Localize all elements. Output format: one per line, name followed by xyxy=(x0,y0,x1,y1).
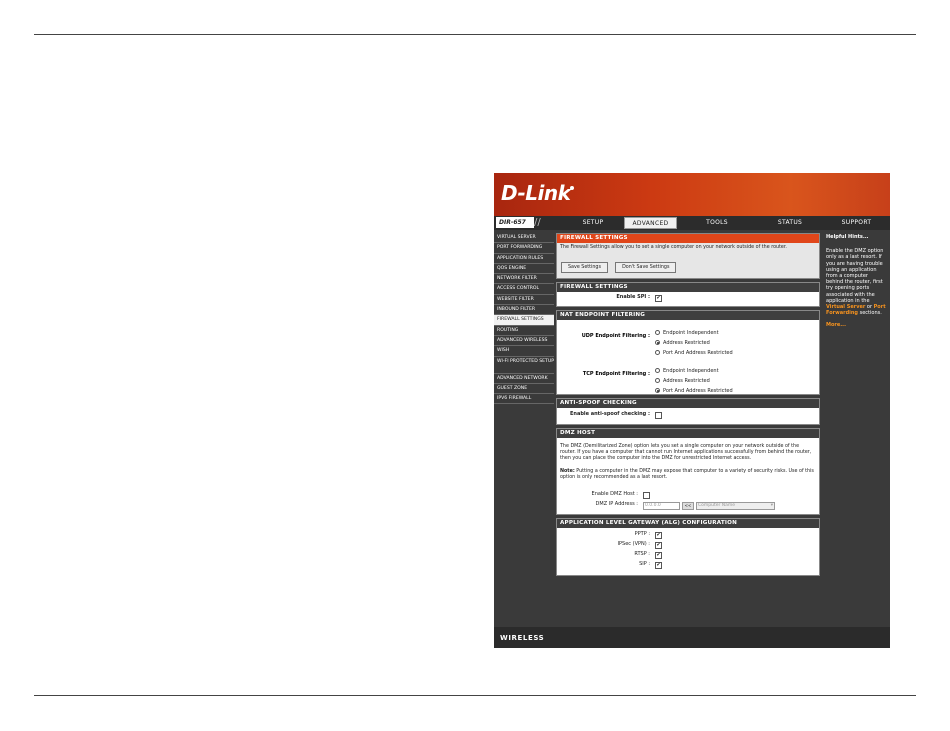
dmz-ip-row xyxy=(557,501,819,511)
tcp-label: TCP Endpoint Filtering : xyxy=(582,371,650,377)
udp-radio-port-address-restricted[interactable] xyxy=(655,350,660,355)
alg-title: APPLICATION LEVEL GATEWAY (ALG) CONFIGURATION xyxy=(557,519,819,528)
spi-row xyxy=(557,294,819,304)
port-forwarding-link[interactable]: Port Forwarding xyxy=(826,304,886,317)
dmz-note xyxy=(557,464,819,483)
sip-checkbox[interactable]: ✔ xyxy=(656,562,661,568)
dmz-description: The DMZ (Demilitarized Zone) option lets you set a single computer on your network outside of the router. If you have a computer that cannot run Internet applications successfully from behind the router, then you can place the computer into the DMZ for unrestricted Internet access. xyxy=(560,444,812,461)
sidebar-item-advanced-network[interactable]: ADVANCED NETWORK xyxy=(494,374,554,384)
more-link[interactable]: More... xyxy=(826,322,846,329)
antispoof-title: ANTI-SPOOF CHECKING xyxy=(557,399,819,408)
tab-tools[interactable]: TOOLS xyxy=(706,219,728,226)
dmz-ip-label: DMZ IP Address : xyxy=(595,501,638,507)
udp-option-label: Endpoint Independent xyxy=(663,329,719,336)
wireless-logo: WIRELESS xyxy=(500,634,545,642)
udp-radio-address-restricted[interactable] xyxy=(655,340,660,345)
sidebar-item-routing[interactable]: ROUTING xyxy=(494,326,554,336)
alg-label: RTSP : xyxy=(634,551,650,557)
antispoof-section xyxy=(556,398,820,425)
save-settings-button[interactable]: Save Settings xyxy=(561,262,608,273)
tab-advanced[interactable]: ADVANCED xyxy=(624,217,677,229)
alg-row-rtsp xyxy=(557,551,819,561)
router-admin-screenshot xyxy=(494,173,890,648)
tcp-option-label: Address Restricted xyxy=(663,377,710,384)
sidebar-item-guest-zone[interactable]: GUEST ZONE xyxy=(494,384,554,394)
sidebar-item-ipv6-firewall[interactable]: IPV6 FIREWALL xyxy=(494,394,554,404)
sidebar-item-website-filter[interactable]: WEBSITE FILTER xyxy=(494,295,554,305)
tab-status[interactable]: STATUS xyxy=(777,219,803,226)
hints-title: Helpful Hints... xyxy=(826,234,869,240)
udp-radio-endpoint-independent[interactable] xyxy=(655,330,660,335)
sidebar-item-virtual-server[interactable]: VIRTUAL SERVER xyxy=(494,233,554,243)
alg-label: IPSec (VPN) : xyxy=(617,541,650,547)
dmz-note-text: Putting a computer in the DMZ may expose that computer to a variety of security risks. Use of this option is only recommended as a last resort. xyxy=(560,469,814,480)
main-content xyxy=(556,233,820,579)
alg-row-ipsec xyxy=(557,541,819,551)
sidebar-item-qos-engine[interactable]: QOS ENGINE xyxy=(494,264,554,274)
sidebar-item-inbound-filter[interactable]: INBOUND FILTER xyxy=(494,305,554,315)
ipsec-checkbox[interactable]: ✔ xyxy=(656,542,661,548)
udp-label: UDP Endpoint Filtering : xyxy=(581,333,650,339)
alg-section xyxy=(556,518,820,576)
alg-label: SIP : xyxy=(639,561,650,567)
spi-label: Enable SPI : xyxy=(616,294,650,300)
copy-ip-button[interactable]: << xyxy=(682,502,694,510)
computer-name-value: Computer Name xyxy=(698,503,736,508)
alg-row-pptp xyxy=(557,531,819,541)
dmz-enable-checkbox[interactable] xyxy=(643,492,650,499)
tcp-radio-port-address-restricted[interactable] xyxy=(655,388,660,393)
tcp-option-label: Endpoint Independent xyxy=(663,367,719,374)
sidebar-item-port-forwarding[interactable]: PORT FORWARDING xyxy=(494,243,554,253)
dmz-section xyxy=(556,428,820,515)
sidebar-item-application-rules[interactable]: APPLICATION RULES xyxy=(494,254,554,264)
dmz-note-label: Note: xyxy=(560,469,575,474)
nat-title: NAT ENDPOINT FILTERING xyxy=(557,311,819,320)
nat-section xyxy=(556,310,820,395)
page-bottom-rule xyxy=(34,695,916,696)
spi-title: FIREWALL SETTINGS xyxy=(557,283,819,292)
tcp-group xyxy=(557,360,819,392)
antispoof-checkbox[interactable] xyxy=(655,412,662,419)
sidebar-item-wifi-protected-setup[interactable]: WI-FI PROTECTED SETUP xyxy=(494,357,554,374)
chevron-down-icon: ▾ xyxy=(770,503,773,508)
sidebar-item-wish[interactable]: WISH xyxy=(494,346,554,356)
tcp-option-label: Port And Address Restricted xyxy=(663,387,733,394)
dmz-ip-input[interactable]: 0.0.0.0 xyxy=(643,502,680,510)
helpful-hints-panel xyxy=(823,232,889,627)
antispoof-label: Enable anti-spoof checking : xyxy=(569,411,650,417)
tcp-radio-endpoint-independent[interactable] xyxy=(655,368,660,373)
footer-bar xyxy=(494,627,890,648)
pptp-checkbox[interactable]: ✔ xyxy=(656,532,661,538)
intro-text: The Firewall Settings allow you to set a single computer on your network outside of the router. xyxy=(560,245,787,250)
alg-row-sip xyxy=(557,561,819,571)
hints-text: Enable the DMZ option only as a last resort. If you are having trouble using an application from a computer behind the router, first try opening ports associated with the application in the Virtual Server or Port Forwarding sections. xyxy=(826,248,886,317)
sidebar xyxy=(494,233,554,404)
rtsp-checkbox[interactable]: ✔ xyxy=(656,552,661,558)
udp-option-label: Address Restricted xyxy=(663,339,710,346)
sidebar-item-network-filter[interactable]: NETWORK FILTER xyxy=(494,274,554,284)
spi-checkbox[interactable]: ✔ xyxy=(656,295,661,301)
logo-dot xyxy=(570,186,574,190)
antispoof-row xyxy=(557,411,819,421)
udp-option-label: Port And Address Restricted xyxy=(663,349,733,356)
tab-setup[interactable]: SETUP xyxy=(582,219,604,226)
page-top-rule xyxy=(34,34,916,35)
dlink-logo: D-Link xyxy=(501,181,574,205)
virtual-server-link[interactable]: Virtual Server xyxy=(826,304,866,311)
sidebar-item-access-control[interactable]: ACCESS CONTROL xyxy=(494,284,554,294)
computer-name-select[interactable] xyxy=(696,502,775,510)
sidebar-item-firewall-settings[interactable]: FIREWALL SETTINGS xyxy=(494,315,554,325)
dmz-enable-label: Enable DMZ Host : xyxy=(591,491,638,497)
intro-title: FIREWALL SETTINGS xyxy=(557,234,819,243)
tab-support[interactable]: SUPPORT xyxy=(841,219,872,226)
sidebar-item-advanced-wireless[interactable]: ADVANCED WIRELESS xyxy=(494,336,554,346)
alg-label: PPTP : xyxy=(634,531,650,537)
tcp-radio-address-restricted[interactable] xyxy=(655,378,660,383)
spi-section xyxy=(556,282,820,307)
header-banner xyxy=(494,173,890,216)
nav-separator: // xyxy=(534,217,541,228)
dmz-enable-row xyxy=(557,491,819,501)
model-badge: DIR-657 xyxy=(496,217,534,228)
intro-section xyxy=(556,233,820,279)
top-nav xyxy=(494,216,890,230)
dmz-title: DMZ HOST xyxy=(557,429,819,438)
dont-save-settings-button[interactable]: Don't Save Settings xyxy=(615,262,676,273)
udp-group xyxy=(557,322,819,354)
